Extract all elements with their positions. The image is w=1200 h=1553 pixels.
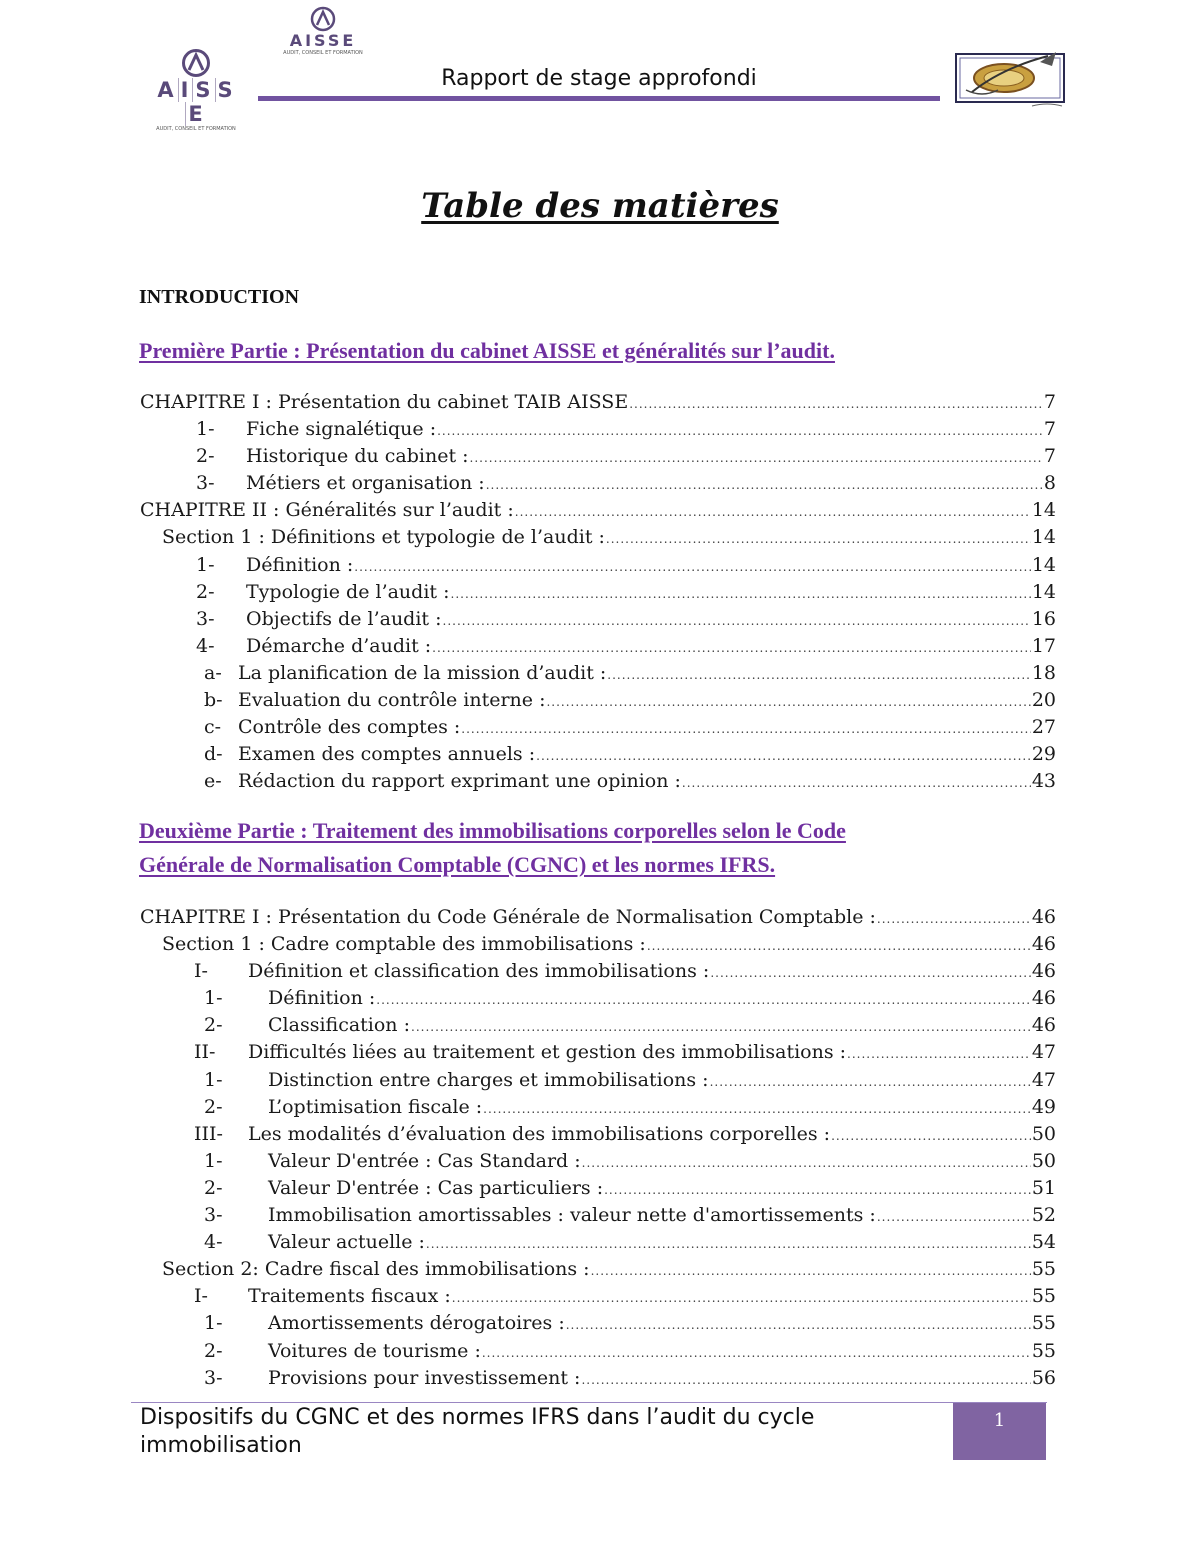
logo-letter: I [178, 78, 193, 102]
toc-entry [140, 904, 1056, 931]
toc-entry-number: 1- [204, 1149, 223, 1172]
toc-dot-leader [847, 1041, 1031, 1068]
toc-dot-leader [443, 608, 1031, 635]
toc-entry [140, 1039, 1056, 1066]
toc-entry-number: c- [204, 716, 222, 739]
toc-dot-leader [354, 554, 1031, 581]
toc-entry-title: Section 2: Cadre fiscal des immobilisations : [162, 1258, 590, 1281]
toc-part-two [140, 904, 1056, 1392]
toc-entry-page: 16 [1031, 607, 1056, 630]
toc-entry-number: 4- [204, 1231, 223, 1254]
toc-entry-page: 17 [1031, 634, 1056, 657]
toc-entry-title: Définition et classification des immobilisations : [248, 960, 710, 983]
toc-entry-page: 50 [1031, 1149, 1056, 1172]
toc-entry-title: Immobilisation amortissables : valeur nette d'amortissements : [268, 1204, 876, 1227]
toc-entry [140, 660, 1056, 687]
toc-entry-title: Valeur actuelle : [268, 1231, 425, 1254]
logo-left-name [146, 78, 246, 126]
toc-entry-page: 18 [1031, 661, 1056, 684]
toc-dot-leader [483, 1096, 1031, 1123]
toc-entry [140, 687, 1056, 714]
toc-entry-page: 7 [1043, 418, 1056, 441]
toc-entry-title: CHAPITRE II : Généralités sur l’audit : [140, 499, 514, 522]
toc-entry [140, 1121, 1056, 1148]
toc-entry [140, 1310, 1056, 1337]
aisse-logo-mark-icon [181, 48, 211, 78]
toc-entry-number: a- [204, 661, 222, 684]
toc-entry [140, 1148, 1056, 1175]
toc-entry-page: 8 [1043, 472, 1056, 495]
toc-entry-page: 29 [1031, 743, 1056, 766]
toc-dot-leader [566, 1312, 1031, 1339]
toc-dot-leader [607, 662, 1031, 689]
toc-dot-leader [710, 960, 1031, 987]
toc-entry-number: 1- [196, 418, 215, 441]
toc-entry [140, 931, 1056, 958]
toc-entry-title: L’optimisation fiscale : [268, 1095, 483, 1118]
toc-dot-leader [411, 1014, 1031, 1041]
toc-entry-page: 55 [1031, 1339, 1056, 1362]
aisse-logo-mark-icon [310, 6, 336, 32]
toc-entry-title: Evaluation du contrôle interne : [238, 689, 546, 712]
toc-entry-title: Section 1 : Cadre comptable des immobilisations : [162, 933, 646, 956]
toc-entry-page: 46 [1031, 1014, 1056, 1037]
institution-emblem-icon [952, 48, 1070, 110]
toc-dot-leader [451, 581, 1031, 608]
toc-entry [140, 579, 1056, 606]
toc-entry-page: 54 [1031, 1231, 1056, 1254]
toc-entry-title: Définition : [268, 987, 376, 1010]
toc-entry [140, 1175, 1056, 1202]
toc-entry-page: 55 [1031, 1312, 1056, 1335]
toc-entry [140, 389, 1056, 416]
toc-entry-page: 20 [1031, 689, 1056, 712]
toc-entry-number: 2- [204, 1176, 223, 1199]
logo-letter: S [192, 78, 214, 102]
toc-entry [140, 1202, 1056, 1229]
toc-dot-leader [486, 472, 1043, 499]
toc-dot-leader [482, 1340, 1031, 1367]
toc-entry-page: 56 [1031, 1366, 1056, 1389]
toc-entry-title: Distinction entre charges et immobilisations : [268, 1068, 709, 1091]
part-two-heading-line-2: Générale de Normalisation Comptable (CGNC) et les normes IFRS. [139, 852, 776, 877]
toc-entry-number: 2- [196, 445, 215, 468]
logo-letter: S [215, 78, 237, 102]
header-rule [258, 96, 940, 101]
logo-top-tagline: AUDIT, CONSEIL ET FORMATION [283, 50, 363, 56]
toc-entry-title: Classification : [268, 1014, 410, 1037]
toc-dot-leader [682, 770, 1031, 797]
part-one-heading: Première Partie : Présentation du cabinet AISSE et généralités sur l’audit. [139, 338, 835, 363]
toc-entry-number: 1- [196, 553, 215, 576]
document-title: Table des matières [421, 186, 779, 226]
toc-entry-page: 14 [1031, 526, 1056, 549]
toc-dot-leader [604, 1177, 1031, 1204]
toc-dot-leader [831, 1123, 1031, 1150]
toc-entry-number: 1- [204, 987, 223, 1010]
toc-entry-title: Métiers et organisation : [246, 472, 485, 495]
header-title: Rapport de stage approfondi [441, 66, 757, 91]
introduction-heading: INTRODUCTION [139, 286, 300, 308]
toc-dot-leader [426, 1231, 1031, 1258]
toc-entry-title: CHAPITRE I : Présentation du Code Générale de Normalisation Comptable : [140, 906, 876, 928]
toc-entry-page: 46 [1031, 960, 1056, 983]
toc-entry-title: Valeur D'entrée : Cas Standard : [268, 1149, 581, 1172]
toc-part-one [140, 389, 1056, 795]
toc-entry-title: Fiche signalétique : [246, 418, 437, 441]
logo-letter: E [185, 102, 206, 126]
toc-dot-leader [710, 1069, 1031, 1096]
toc-entry-number: 4- [196, 634, 215, 657]
toc-entry-page: 47 [1031, 1068, 1056, 1091]
toc-entry-title: Les modalités d’évaluation des immobilisations corporelles : [248, 1122, 831, 1145]
toc-entry-title: La planification de la mission d’audit : [238, 661, 607, 684]
toc-entry [140, 714, 1056, 741]
toc-entry-page: 47 [1031, 1041, 1056, 1064]
toc-entry-title: Typologie de l’audit : [246, 580, 450, 603]
toc-entry-page: 49 [1031, 1095, 1056, 1118]
toc-entry-number: I- [194, 960, 208, 983]
toc-entry [140, 416, 1056, 443]
toc-entry [140, 552, 1056, 579]
toc-entry-page: 50 [1031, 1122, 1056, 1145]
toc-entry [140, 1229, 1056, 1256]
toc-entry-number: III- [194, 1122, 223, 1145]
toc-entry [140, 1283, 1056, 1310]
toc-entry-page: 51 [1031, 1176, 1056, 1199]
part-two-heading [139, 814, 969, 882]
footer-text: Dispositifs du CGNC et des normes IFRS dans l’audit du cycle immobilisation [140, 1405, 815, 1458]
footer-rule [131, 1402, 1047, 1403]
toc-entry-page: 55 [1031, 1258, 1056, 1281]
toc-entry-number: 1- [204, 1312, 223, 1335]
toc-entry-page: 52 [1031, 1204, 1056, 1227]
toc-entry-title: Définition : [246, 553, 354, 576]
toc-entry-title: Difficultés liées au traitement et gestion des immobilisations : [248, 1041, 847, 1064]
toc-entry-number: 2- [196, 580, 215, 603]
toc-entry [140, 768, 1056, 795]
toc-entry-title: Amortissements dérogatoires : [268, 1312, 565, 1335]
toc-entry-title: Examen des comptes annuels : [238, 743, 536, 766]
toc-entry-page: 14 [1031, 553, 1056, 576]
aisse-logo [146, 48, 246, 132]
toc-entry-page: 7 [1043, 445, 1056, 468]
logo-top-name: AISSE [289, 31, 357, 50]
toc-entry [140, 1012, 1056, 1039]
toc-entry-title: Traitements fiscaux : [248, 1285, 451, 1308]
logo-letter: A [157, 78, 176, 102]
toc-dot-leader [376, 987, 1031, 1014]
toc-dot-leader [437, 418, 1043, 445]
toc-dot-leader [536, 743, 1031, 770]
aisse-logo-small [283, 6, 363, 56]
toc-dot-leader [461, 716, 1031, 743]
toc-entry [140, 958, 1056, 985]
toc-entry-title: Démarche d’audit : [246, 634, 432, 657]
toc-dot-leader [606, 526, 1031, 553]
toc-dot-leader [877, 906, 1031, 933]
toc-entry-page: 46 [1031, 933, 1056, 956]
toc-entry [140, 606, 1056, 633]
toc-entry-page: 43 [1031, 770, 1056, 793]
toc-entry-number: 2- [204, 1095, 223, 1118]
toc-entry-number: 1- [204, 1068, 223, 1091]
toc-entry-number: 3- [204, 1204, 223, 1227]
toc-entry-number: e- [204, 770, 222, 793]
toc-entry [140, 633, 1056, 660]
toc-entry-number: 2- [204, 1339, 223, 1362]
toc-entry-number: b- [204, 689, 223, 712]
toc-entry [140, 497, 1056, 524]
toc-dot-leader [581, 1367, 1030, 1394]
toc-entry [140, 470, 1056, 497]
toc-entry [140, 985, 1056, 1012]
toc-dot-leader [515, 499, 1031, 526]
toc-entry-number: d- [204, 743, 223, 766]
toc-entry-page: 46 [1031, 987, 1056, 1010]
toc-entry-number: II- [194, 1041, 216, 1064]
toc-entry [140, 524, 1056, 551]
toc-entry-number: I- [194, 1285, 208, 1308]
toc-entry-number: 3- [204, 1366, 223, 1389]
toc-dot-leader [432, 635, 1031, 662]
toc-entry-page: 14 [1031, 499, 1056, 522]
toc-entry-title: CHAPITRE I : Présentation du cabinet TAIB AISSE [140, 391, 629, 413]
toc-entry [140, 1365, 1056, 1392]
toc-entry-number: 3- [196, 607, 215, 630]
toc-entry-title: Objectifs de l’audit : [246, 607, 442, 630]
toc-entry [140, 443, 1056, 470]
toc-dot-leader [629, 391, 1043, 418]
toc-entry-title: Rédaction du rapport exprimant une opinion : [238, 770, 681, 793]
toc-entry-number: 3- [196, 472, 215, 495]
toc-entry-number: 2- [204, 1014, 223, 1037]
part-two-heading-line-1: Deuxième Partie : Traitement des immobilisations corporelles selon le Code [139, 818, 846, 843]
toc-dot-leader [452, 1285, 1031, 1312]
toc-dot-leader [591, 1258, 1031, 1285]
toc-entry [140, 1338, 1056, 1365]
toc-entry-title: Historique du cabinet : [246, 445, 469, 468]
page-number: 1 [953, 1403, 1046, 1460]
toc-entry [140, 1256, 1056, 1283]
logo-left-tagline: AUDIT, CONSEIL ET FORMATION [156, 126, 236, 132]
toc-entry-title: Contrôle des comptes : [238, 716, 461, 739]
toc-entry-page: 14 [1031, 580, 1056, 603]
toc-dot-leader [470, 445, 1043, 472]
toc-dot-leader [582, 1150, 1031, 1177]
toc-entry-title: Section 1 : Définitions et typologie de l’audit : [162, 526, 605, 549]
toc-entry-page: 7 [1043, 391, 1056, 413]
toc-entry [140, 741, 1056, 768]
toc-entry-page: 46 [1031, 906, 1056, 928]
toc-entry [140, 1094, 1056, 1121]
toc-entry-title: Provisions pour investissement : [268, 1366, 581, 1389]
toc-entry-title: Valeur D'entrée : Cas particuliers : [268, 1176, 604, 1199]
toc-entry-page: 55 [1031, 1285, 1056, 1308]
toc-entry-title: Voitures de tourisme : [268, 1339, 481, 1362]
toc-dot-leader [546, 689, 1030, 716]
toc-dot-leader [647, 933, 1031, 960]
toc-entry-page: 27 [1031, 716, 1056, 739]
toc-entry [140, 1067, 1056, 1094]
toc-dot-leader [877, 1204, 1031, 1231]
